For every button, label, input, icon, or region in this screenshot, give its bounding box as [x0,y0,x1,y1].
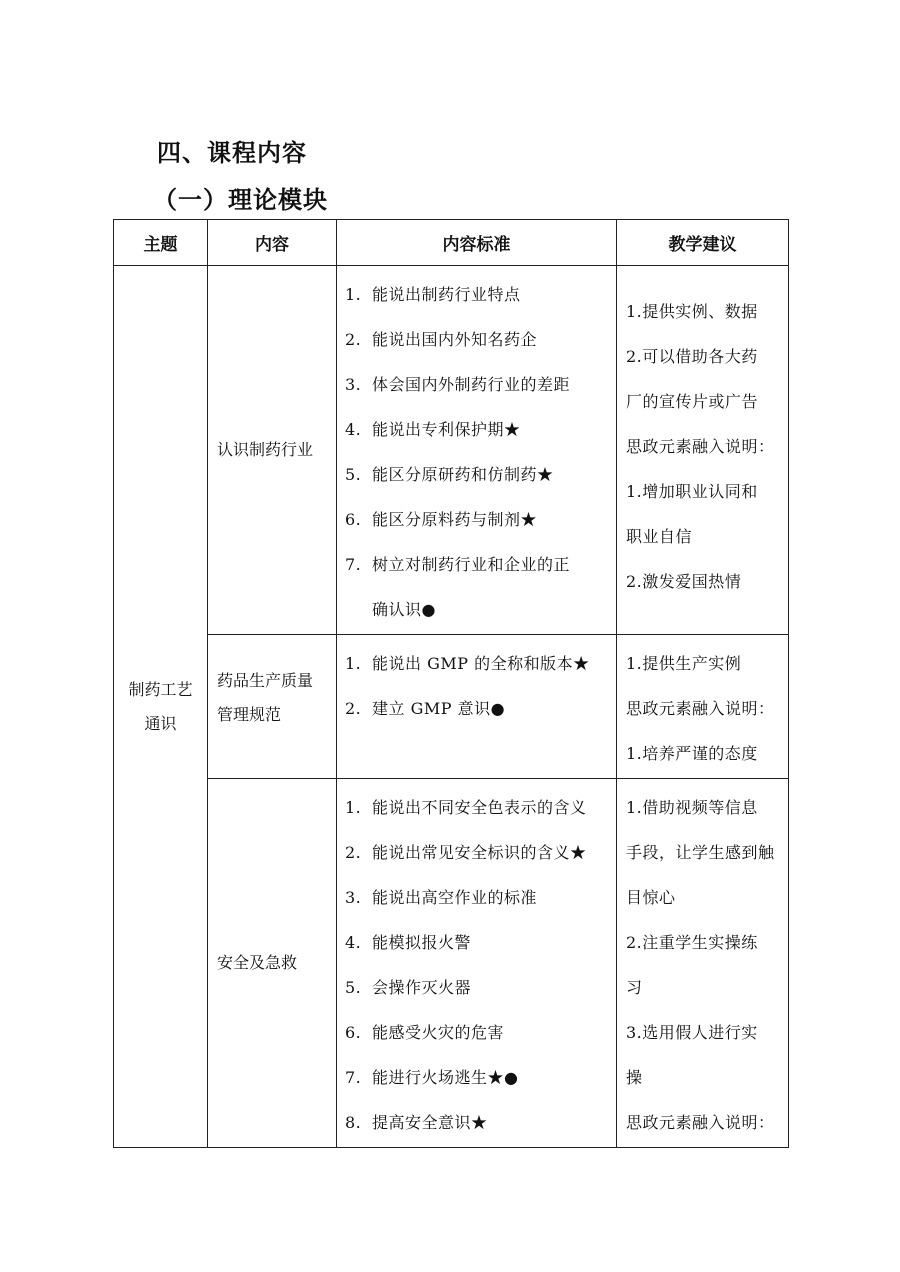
topic-line: 通识 [144,713,177,733]
standard-item: 2. 能说出国内外知名药企 [345,330,538,349]
advice-line: 手段，让学生感到触 [626,843,775,862]
content-text: 认识制药行业 [217,440,314,459]
header-standard: 内容标准 [337,220,617,266]
content-cell [208,779,337,1148]
header-topic: 主题 [114,220,208,266]
advice-line: 思政元素融入说明： [626,1113,775,1132]
header-advice: 教学建议 [617,220,789,266]
standard-item: 1. 能说出制药行业特点 [345,285,521,304]
advice-line: 思政元素融入说明： [626,699,775,718]
standard-item: 3. 能说出高空作业的标准 [345,888,538,907]
standard-item: 4. 能说出专利保护期★ [345,420,521,439]
advice-line: 1.培养严谨的态度 [626,744,758,763]
advice-line: 1.借助视频等信息 [626,798,758,817]
advice-line: 2.注重学生实操练 [626,933,758,952]
advice-line: 习 [626,978,643,997]
header-content: 内容 [208,220,337,266]
topic-cell [114,266,208,1148]
standard-cell [337,635,617,779]
standard-item: 4. 能模拟报火警 [345,933,472,952]
advice-cell [617,266,789,635]
standard-item: 5. 能区分原研药和仿制药★ [345,465,554,484]
advice-cell [617,779,789,1148]
content-line: 管理规范 [217,705,282,724]
standard-item: 6. 能感受火灾的危害 [345,1023,505,1042]
standard-item: 1. 能说出不同安全色表示的含义 [345,798,587,817]
advice-line: 2.可以借助各大药 [626,347,758,366]
advice-line: 思政元素融入说明： [626,437,775,456]
advice-line: 厂的宣传片或广告 [626,392,759,411]
advice-line: 2.激发爱国热情 [626,572,742,591]
standard-item: 7. 树立对制药行业和企业的正 [345,555,571,574]
advice-line: 目惊心 [626,888,676,907]
standard-item: 7. 能进行火场逃生★● [345,1068,519,1087]
standard-item: 3. 体会国内外制药行业的差距 [345,375,571,394]
advice-line: 1.提供实例、数据 [626,302,758,321]
standard-item: 5. 会操作灭火器 [345,978,472,997]
advice-line: 1.增加职业认同和 [626,482,758,501]
standard-cell [337,266,617,635]
advice-cell [617,635,789,779]
table-row [114,779,789,1148]
content-cell [208,266,337,635]
standard-item: 2. 能说出常见安全标识的含义★ [345,843,587,862]
content-text: 安全及急救 [217,953,298,972]
standard-item: 8. 提高安全意识★ [345,1113,488,1132]
advice-line: 操 [626,1068,643,1087]
advice-line: 职业自信 [626,527,693,546]
subsection-title: （一）理论模块 [153,186,328,214]
standard-item: 6. 能区分原料药与制剂★ [345,510,538,529]
standard-item-continued: 确认识● [372,600,436,619]
advice-line: 1.提供生产实例 [626,654,742,673]
section-title: 四、课程内容 [157,139,307,167]
advice-line: 3.选用假人进行实 [626,1023,758,1042]
table-header-row [114,220,789,266]
standard-item: 2. 建立 GMP 意识● [345,699,506,718]
content-line: 药品生产质量 [217,671,314,690]
topic-line: 制药工艺 [128,679,193,699]
course-content-table [113,219,789,1148]
table-row [114,635,789,779]
standard-cell [337,779,617,1148]
content-cell [208,635,337,779]
standard-item: 1. 能说出 GMP 的全称和版本★ [345,654,590,673]
table-row [114,266,789,635]
